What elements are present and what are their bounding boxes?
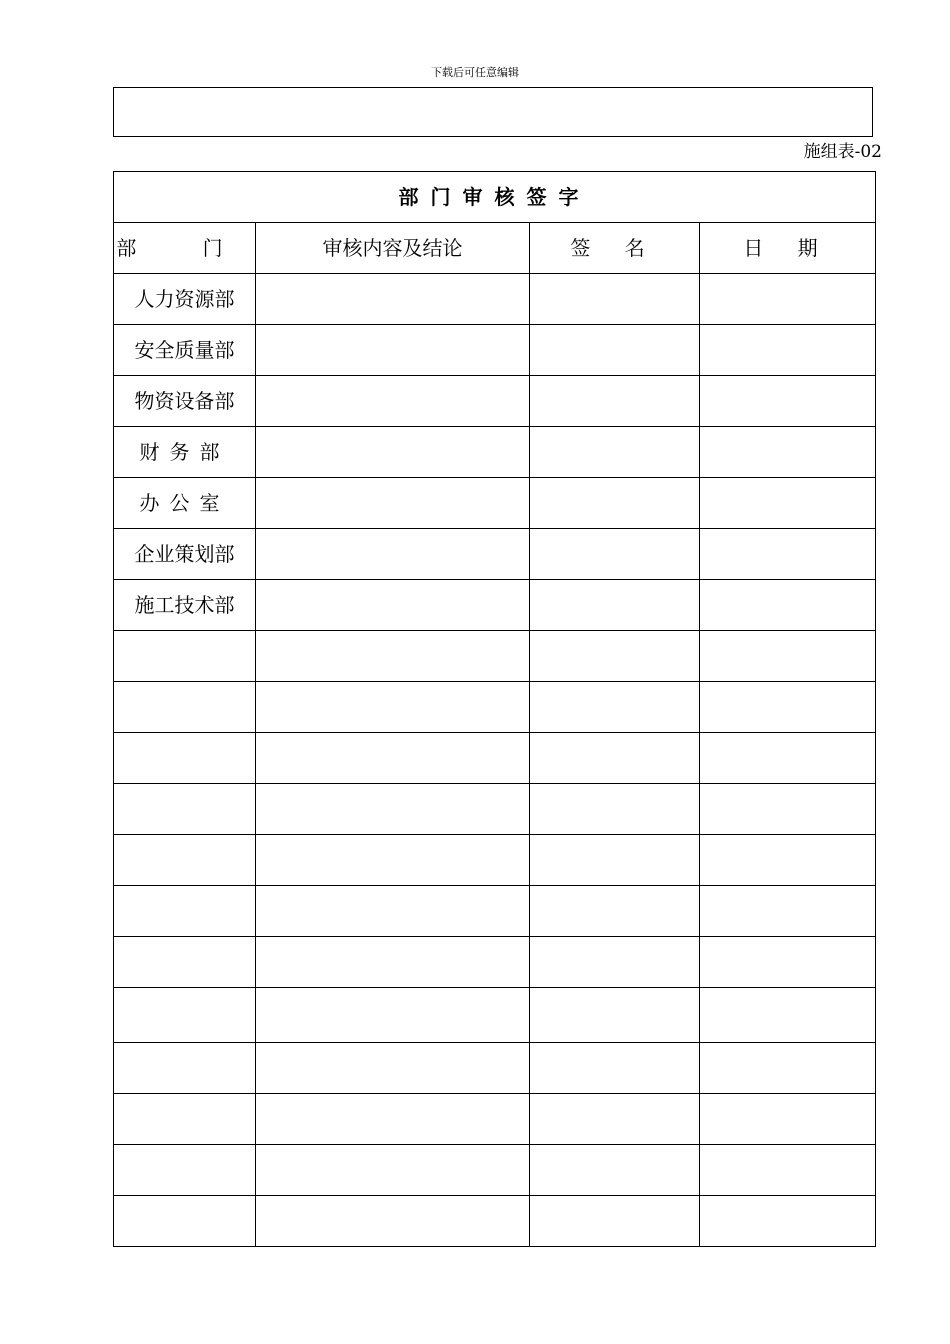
signature-cell[interactable] — [530, 988, 700, 1043]
dept-cell: 办公室 — [114, 478, 256, 529]
date-cell[interactable] — [700, 580, 876, 631]
review-cell[interactable] — [256, 325, 530, 376]
dept-cell: 安全质量部 — [114, 325, 256, 376]
dept-cell: 施工技术部 — [114, 580, 256, 631]
table-row-empty — [114, 988, 876, 1043]
table-row-empty — [114, 784, 876, 835]
column-header-review-content: 审核内容及结论 — [256, 223, 530, 274]
signature-cell[interactable] — [530, 529, 700, 580]
date-cell[interactable] — [700, 274, 876, 325]
signature-cell[interactable] — [530, 325, 700, 376]
signature-cell[interactable] — [530, 1196, 700, 1247]
date-cell[interactable] — [700, 478, 876, 529]
date-cell[interactable] — [700, 835, 876, 886]
signature-cell[interactable] — [530, 274, 700, 325]
signature-cell[interactable] — [530, 376, 700, 427]
date-cell[interactable] — [700, 988, 876, 1043]
header-note: 下载后可任意编辑 — [431, 66, 519, 79]
signature-cell[interactable] — [530, 427, 700, 478]
date-cell[interactable] — [700, 427, 876, 478]
dept-cell: 财务部 — [114, 427, 256, 478]
review-cell[interactable] — [256, 835, 530, 886]
signature-cell[interactable] — [530, 1145, 700, 1196]
dept-cell[interactable] — [114, 784, 256, 835]
dept-cell[interactable] — [114, 1145, 256, 1196]
review-cell[interactable] — [256, 1196, 530, 1247]
review-cell[interactable] — [256, 733, 530, 784]
review-cell[interactable] — [256, 427, 530, 478]
signature-cell[interactable] — [530, 1094, 700, 1145]
signature-cell[interactable] — [530, 733, 700, 784]
table-row-empty — [114, 682, 876, 733]
dept-cell[interactable] — [114, 937, 256, 988]
review-cell[interactable] — [256, 274, 530, 325]
date-cell[interactable] — [700, 376, 876, 427]
review-cell[interactable] — [256, 1145, 530, 1196]
column-header-date: 日 期 — [700, 223, 876, 274]
top-empty-box — [113, 87, 873, 137]
date-cell[interactable] — [700, 1145, 876, 1196]
date-cell[interactable] — [700, 631, 876, 682]
table-title-row — [114, 172, 876, 223]
review-cell[interactable] — [256, 682, 530, 733]
date-cell[interactable] — [700, 937, 876, 988]
date-cell[interactable] — [700, 886, 876, 937]
table-header-row — [114, 223, 876, 274]
table-row-empty — [114, 733, 876, 784]
table-row — [114, 274, 876, 325]
table-row-empty — [114, 1094, 876, 1145]
department-review-table — [113, 171, 876, 1247]
column-header-signature: 签 名 — [530, 223, 700, 274]
review-cell[interactable] — [256, 529, 530, 580]
dept-cell[interactable] — [114, 1196, 256, 1247]
date-cell[interactable] — [700, 529, 876, 580]
table-row — [114, 376, 876, 427]
table-row — [114, 325, 876, 376]
date-cell[interactable] — [700, 784, 876, 835]
table-row-empty — [114, 1145, 876, 1196]
dept-cell[interactable] — [114, 988, 256, 1043]
review-cell[interactable] — [256, 886, 530, 937]
dept-cell[interactable] — [114, 835, 256, 886]
review-cell[interactable] — [256, 478, 530, 529]
signature-cell[interactable] — [530, 886, 700, 937]
dept-cell: 企业策划部 — [114, 529, 256, 580]
table-row — [114, 580, 876, 631]
table-row — [114, 478, 876, 529]
review-cell[interactable] — [256, 784, 530, 835]
table-row-empty — [114, 1196, 876, 1247]
signature-cell[interactable] — [530, 478, 700, 529]
signature-cell[interactable] — [530, 580, 700, 631]
date-cell[interactable] — [700, 1196, 876, 1247]
review-cell[interactable] — [256, 631, 530, 682]
review-cell[interactable] — [256, 1043, 530, 1094]
signature-cell[interactable] — [530, 937, 700, 988]
table-row — [114, 427, 876, 478]
signature-cell[interactable] — [530, 631, 700, 682]
dept-cell: 人力资源部 — [114, 274, 256, 325]
review-cell[interactable] — [256, 580, 530, 631]
dept-cell[interactable] — [114, 682, 256, 733]
table-row — [114, 529, 876, 580]
date-cell[interactable] — [700, 325, 876, 376]
signature-cell[interactable] — [530, 1043, 700, 1094]
date-cell[interactable] — [700, 1043, 876, 1094]
dept-cell[interactable] — [114, 1094, 256, 1145]
date-cell[interactable] — [700, 733, 876, 784]
signature-cell[interactable] — [530, 835, 700, 886]
signature-cell[interactable] — [530, 682, 700, 733]
date-cell[interactable] — [700, 1094, 876, 1145]
dept-cell[interactable] — [114, 631, 256, 682]
dept-cell[interactable] — [114, 733, 256, 784]
review-cell[interactable] — [256, 376, 530, 427]
table-row-empty — [114, 1043, 876, 1094]
table-row-empty — [114, 835, 876, 886]
signature-cell[interactable] — [530, 784, 700, 835]
review-cell[interactable] — [256, 937, 530, 988]
review-cell[interactable] — [256, 1094, 530, 1145]
dept-cell[interactable] — [114, 886, 256, 937]
column-header-dept: 部 门 — [114, 223, 256, 274]
form-code: 施组表-02 — [803, 142, 882, 162]
dept-cell: 物资设备部 — [114, 376, 256, 427]
table-row-empty — [114, 631, 876, 682]
table-title: 部门审核签字 — [114, 172, 876, 223]
date-cell[interactable] — [700, 682, 876, 733]
dept-cell[interactable] — [114, 1043, 256, 1094]
table-row-empty — [114, 937, 876, 988]
table-row-empty — [114, 886, 876, 937]
review-cell[interactable] — [256, 988, 530, 1043]
